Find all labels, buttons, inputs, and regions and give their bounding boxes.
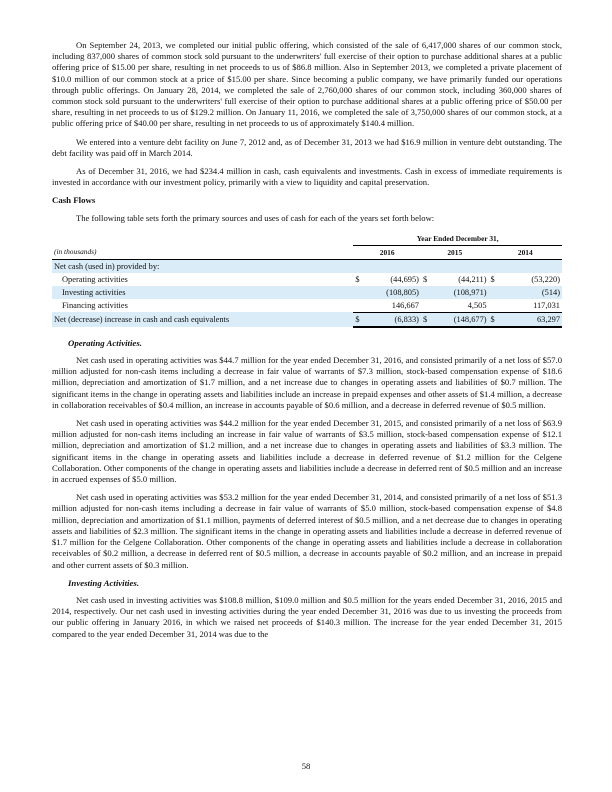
investing-activities-heading: Investing Activities.: [68, 577, 140, 588]
page-content: [52, 40, 562, 647]
cell-operating-2014: (53,220): [531, 274, 560, 284]
cash-flows-heading: Cash Flows: [52, 195, 96, 206]
row-label-total: Net (decrease) increase in cash and cash equivalents: [52, 312, 353, 327]
paragraph-cash-position: As of December 31, 2016, we had $234.4 million in cash, cash equivalents and investments. Cash in excess of immediate requirements is invested in accordance with our investment policy, primarily with a view to liquidity and capital preservation.: [52, 166, 562, 188]
cell-investing-2016: (108,805): [365, 286, 421, 299]
year-ended-label: Year Ended December 31,: [353, 232, 562, 246]
page-number: 58: [301, 761, 311, 771]
operating-activities-heading: Operating Activities.: [68, 337, 142, 348]
currency-symbol: $: [355, 274, 360, 284]
currency-symbol: $: [422, 274, 428, 284]
units-label: (in thousands): [52, 245, 353, 259]
section-label: Net cash (used in) provided by:: [52, 259, 353, 273]
table-row-total: [52, 312, 562, 327]
cell-financing-2015: 4,505: [433, 299, 489, 313]
paragraph-investing: Net cash used in investing activities was $108.8 million, $109.0 million and $0.5 million for the years ended December 31, 2016, 2015 and 2014, respectively. Our net cash used in investing activities during the year ended December 31, 2016 was due to us investing the proceeds from our public offering in January 2016, in which we raised net proceeds of $140.3 million. The increase for the year ended December 31, 2015 compared to the year ended December 31, 2014 was due to the: [52, 594, 562, 639]
cell-investing-2014: (514): [500, 286, 562, 299]
cash-flows-intro: The following table sets forth the primary sources and uses of cash for each of the years set forth below:: [76, 212, 435, 223]
cell-financing-2014: 117,031: [500, 299, 562, 313]
currency-symbol: $: [489, 312, 501, 327]
table-section-row: [52, 259, 562, 273]
cash-flows-table: [52, 232, 562, 328]
paragraph-ipo: On September 24, 2013, we completed our initial public offering, which consisted of the sale of 6,417,000 shares of our common stock, including 837,000 shares of common stock sold pursuant to the underwriters' full exercise of their option to purchase additional shares at a public offering price of $15.00 per share, resulting in net proceeds to us of $86.8 million. Also in September 2013, we completed a private placement of $10.0 million of our common stock at a price of $15.00 per share. Since becoming a public company, we have primarily funded our operations through public offerings. On January 28, 2014, we completed the sale of 2,760,000 shares of our common stock, including 360,000 shares of common stock sold pursuant to the underwriters' full exercise of their option to purchase additional shares at a public offering price of $50.00 per share, resulting in net proceeds to us of $129.2 million. On January 11, 2016, we completed the sale of 3,750,000 shares of our common stock, at a public offering price of $40.00 per share, resulting in net proceeds to us of approximately $140.4 million.: [52, 40, 562, 129]
year-header-2015: 2015: [421, 245, 489, 259]
currency-symbol: $: [490, 274, 495, 284]
paragraph-operating-2016: Net cash used in operating activities was $44.7 million for the year ended December 31, 2016, and consisted primarily of a net loss of $57.0 million adjusted for non-cash items including a decrease in fair value of warrants of $7.3 million, stock-based compensation expense of $18.6 million, depreciation and amortization of $1.7 million, and a net increase due to changes in operating assets and liabilities of $0.7 million. The significant items in the change in operating assets and liabilities include an increase in prepaid expenses and other assets of $1.4 million, a decrease in collaboration receivables of $0.4 million, an increase in accounts payable of $0.6 million, and a decrease in deferred revenue of $0.5 million.: [52, 355, 562, 410]
table-row-investing: [52, 286, 562, 299]
paragraph-venture-debt: We entered into a venture debt facility on June 7, 2012 and, as of December 31, 2013 we had $16.9 million in venture debt outstanding. The debt facility was paid off in March 2014.: [52, 136, 562, 158]
cell-operating-2015: (44,211): [458, 274, 487, 284]
row-label-operating: Operating activities: [62, 274, 128, 284]
year-header-2016: 2016: [353, 245, 421, 259]
cell-total-2015: (148,677): [433, 312, 489, 327]
row-label-financing: Financing activities: [62, 300, 128, 310]
table-year-ended-row: [52, 232, 562, 246]
cell-total-2016: (6,833): [365, 312, 421, 327]
currency-symbol: $: [353, 312, 365, 327]
paragraph-operating-2015: Net cash used in operating activities was $44.2 million for the year ended December 31, 2015, and consisted primarily of a net loss of $63.9 million adjusted for non-cash items including an increase in fair value of warrants of $3.5 million, stock-based compensation expense of $12.1 million, depreciation and amortization of $1.2 million, and a net increase due to changes in operating assets and liabilities of $3.3 million. The significant items in the change in operating assets and liabilities include a decrease in deferred revenue of $1.2 million for the Celgene Collaboration. Other components of the change in operating assets and liabilities include a decrease in deferred rent of $0.5 million and an increase in accrued expenses of $5.0 million.: [52, 418, 562, 485]
currency-symbol: $: [421, 312, 433, 327]
cell-financing-2016: 146,667: [365, 299, 421, 313]
paragraph-operating-2014: Net cash used in operating activities was $53.2 million for the year ended December 31, 2014, and consisted primarily of a net loss of $51.3 million adjusted for non-cash items including a decrease in fair value of warrants of $5.0 million, stock-based compensation expense of $4.8 million, depreciation and amortization of $1.1 million, payments of deferred interest of $0.5 million, and a net decrease due to changes in operating assets and liabilities of $2.3 million. The significant items in the change in operating assets and liabilities include a decrease in deferred revenue of $1.7 million for the Celgene Collaboration. Other components of the change in operating assets and liabilities include a decrease in collaboration receivables of $0.2 million, a decrease in deferred rent of $0.5 million, a decrease in accounts payable of $0.2 million, and an increase in prepaid and other current assets of $0.3 million.: [52, 492, 562, 570]
year-header-2014: 2014: [489, 245, 562, 259]
table-row-financing: [52, 299, 562, 313]
cell-investing-2015: (108,971): [433, 286, 489, 299]
cell-operating-2016: (44,695): [390, 274, 419, 284]
table-row-operating: [52, 273, 562, 286]
row-label-investing: Investing activities: [52, 286, 353, 299]
cell-total-2014: 63,297: [500, 312, 562, 327]
table-header-row: [52, 245, 562, 259]
